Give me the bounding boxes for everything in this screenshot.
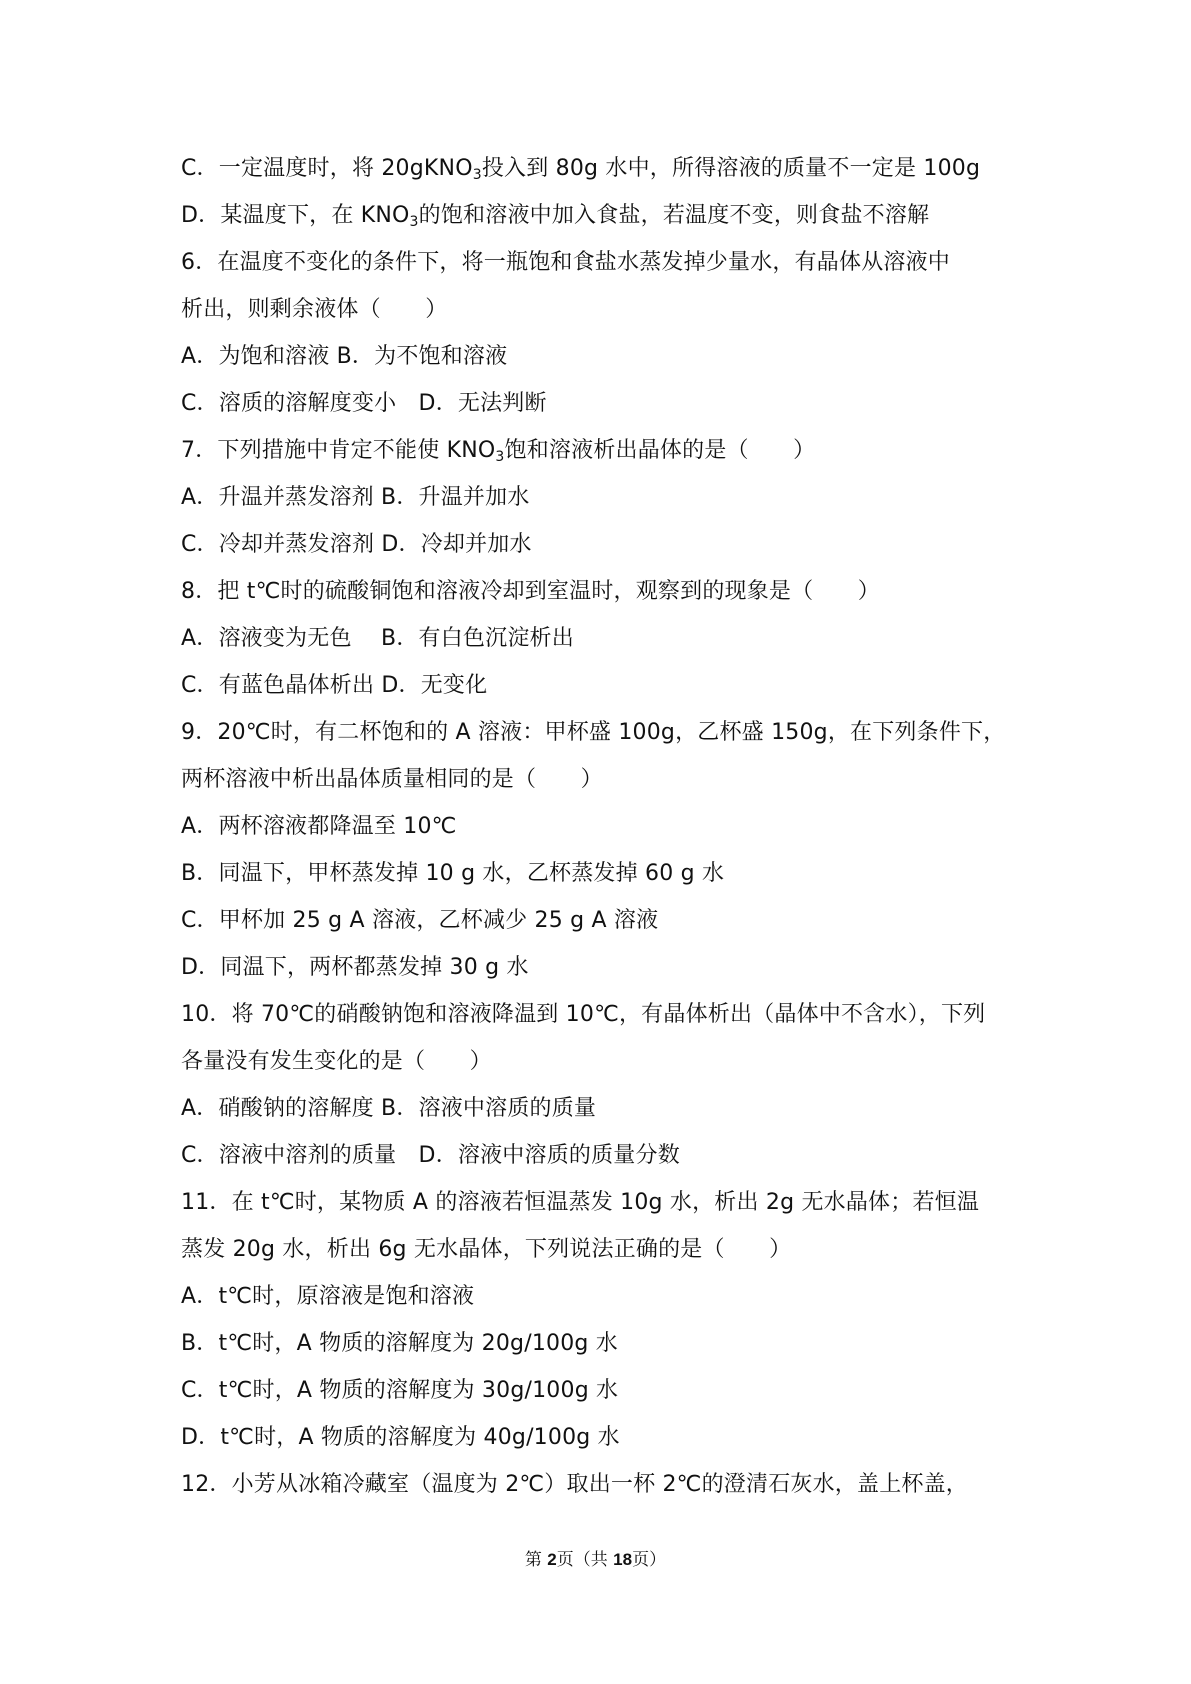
text-line: 各量没有发生变化的是（ ） [181,1049,492,1074]
text-line: 9．20℃时，有二杯饱和的 A 溶液：甲杯盛 100g，乙杯盛 150g，在下列条件下， [181,720,1006,745]
text-line: 蒸发 20g 水，析出 6g 无水晶体，下列说法正确的是（ ） [181,1237,792,1262]
text-line: 10．将 70℃的硝酸钠饱和溶液降温到 10℃，有晶体析出（晶体中不含水），下列 [181,1002,986,1027]
text-line: 11．在 t℃时，某物质 A 的溶液若恒温蒸发 10g 水，析出 2g 无水晶体；若恒温 [181,1190,980,1215]
text-line: A．硝酸钠的溶解度 B．溶液中溶质的质量 [181,1096,597,1121]
text-line: 两杯溶液中析出晶体质量相同的是（ ） [181,767,603,792]
text-line: C．溶液中溶剂的质量 D．溶液中溶质的质量分数 [181,1143,680,1168]
page-number: 2 [547,1550,557,1569]
text-line: 8．把 t℃时的硫酸铜饱和溶液冷却到室温时，观察到的现象是（ ） [181,579,880,604]
text-line: A．溶液变为无色 B．有白色沉淀析出 [181,626,574,651]
footer-prefix: 第 [524,1550,548,1570]
text-line: 6．在温度不变化的条件下，将一瓶饱和食盐水蒸发掉少量水，有晶体从溶液中 [181,250,950,275]
text-line: 7．下列措施中肯定不能使 $KNO_3$饱和溶液析出晶体的是（ ） [181,438,816,465]
text-line: D．同温下，两杯都蒸发掉 30 g 水 [181,955,529,980]
footer-suffix: 页） [632,1550,667,1570]
text-line: C．有蓝色晶体析出 D．无变化 [181,673,488,698]
text-line: D．某温度下，在 $KNO_3$的饱和溶液中加入食盐，若温度不变，则食盐不溶解 [181,203,930,230]
text-line: 12．小芳从冰箱冷藏室（温度为 2℃）取出一杯 2℃的澄清石灰水，盖上杯盖， [181,1472,968,1497]
footer-middle: 页（共 [556,1550,614,1570]
question-body [181,145,1021,1508]
text-line: C．一定温度时，将 20gKNO$_3$投入到 80g 水中，所得溶液的质量不一定是 100g [181,156,981,183]
text-line: C．溶质的溶解度变小 D．无法判断 [181,391,547,416]
text-line: A．两杯溶液都降温至 10℃ [181,814,457,839]
text-line: A．t℃时，原溶液是饱和溶液 [181,1284,475,1309]
text-line: C．冷却并蒸发溶剂 D．冷却并加水 [181,532,532,557]
total-pages: 18 [613,1550,633,1569]
text-line: A．为饱和溶液 B．为不饱和溶液 [181,344,508,369]
text-line: 析出，则剩余液体（ ） [181,297,448,322]
page-footer [0,1545,1191,1570]
text-line: C．t℃时，A 物质的溶解度为 30g/100g 水 [181,1378,619,1403]
text-line: C．甲杯加 25 g A 溶液，乙杯减少 25 g A 溶液 [181,908,659,933]
text-line: B．t℃时，A 物质的溶解度为 20g/100g 水 [181,1331,618,1356]
text-line: D．t℃时，A 物质的溶解度为 40g/100g 水 [181,1425,620,1450]
text-line: A．升温并蒸发溶剂 B．升温并加水 [181,485,530,510]
text-line: B．同温下，甲杯蒸发掉 10 g 水，乙杯蒸发掉 60 g 水 [181,861,725,886]
